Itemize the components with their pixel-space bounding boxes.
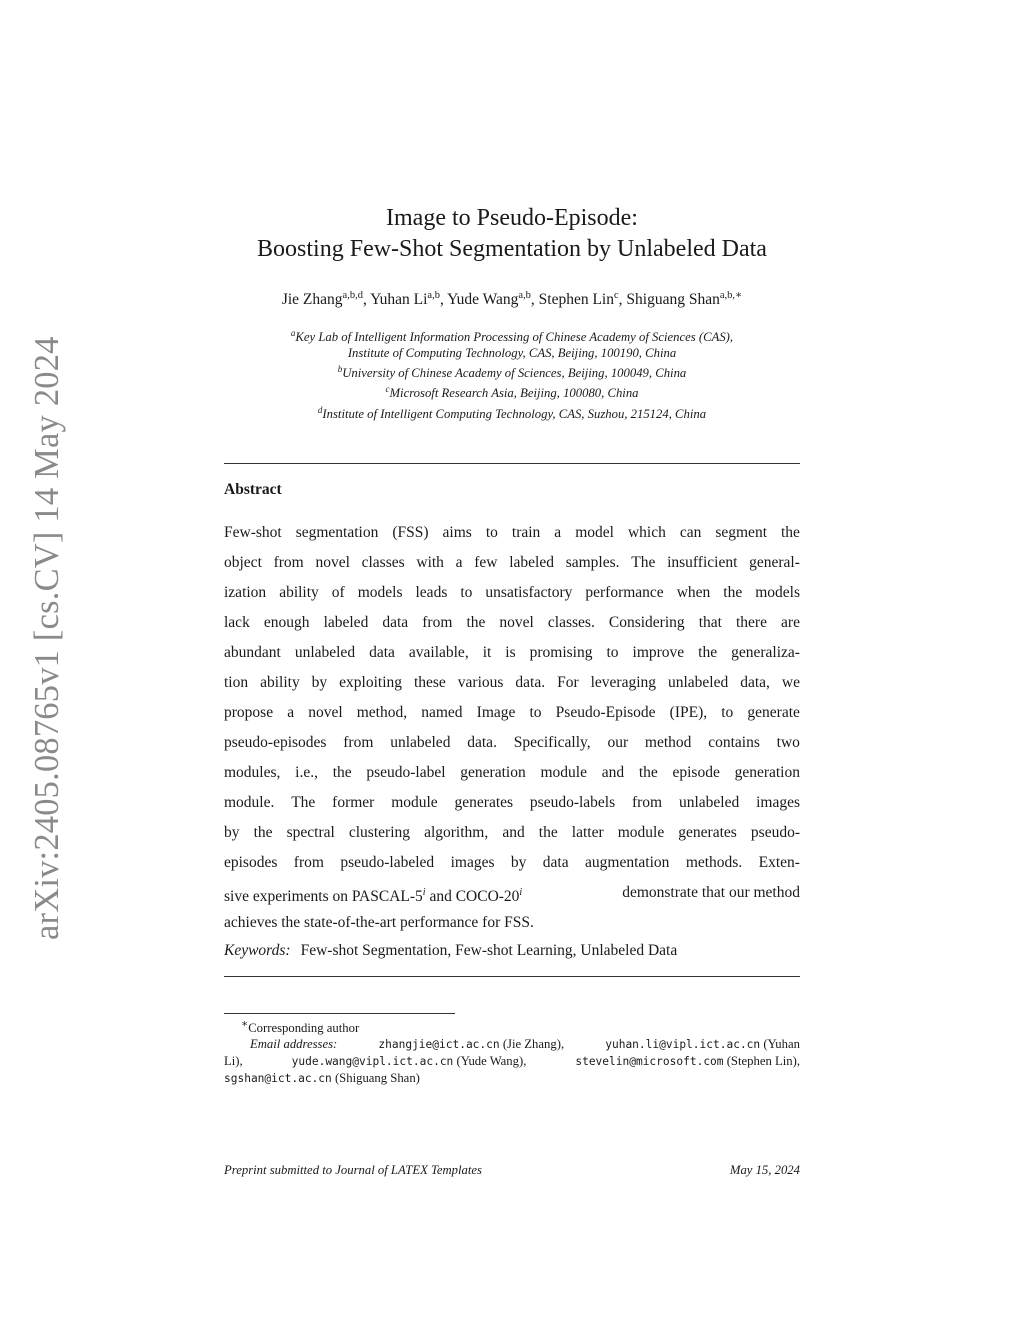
abstract-word: modules,: [224, 764, 281, 781]
abstract-word: generation: [460, 764, 526, 781]
abstract-word: augmentation: [585, 854, 670, 871]
email-entry[interactable]: [605, 1036, 800, 1053]
title-line-1: Image to Pseudo-Episode:: [386, 205, 638, 231]
abstract-word: insufficient: [667, 554, 738, 571]
abstract-word: models: [357, 584, 403, 601]
abstract-word: classes: [361, 554, 405, 571]
footnote-rule: [224, 1013, 455, 1014]
abstract-word: of: [331, 584, 345, 601]
abstract-line: [224, 848, 800, 878]
abstract-word: generaliza-: [731, 644, 800, 661]
abstract-word: a: [455, 554, 463, 571]
abstract-word: from: [273, 554, 304, 571]
abstract-line: [224, 698, 800, 728]
abstract-word: by: [311, 674, 328, 691]
abstract-word: object: [224, 554, 262, 571]
abstract-word: a: [554, 524, 562, 541]
abstract-line-text: demonstrate that our method: [622, 884, 800, 901]
abstract-word: two: [776, 734, 800, 751]
abstract-word: data: [369, 644, 395, 661]
abstract-word: Pseudo-Episode: [555, 704, 656, 721]
abstract-word: a: [287, 704, 295, 721]
email-owner: (Stephen Lin),: [726, 1054, 800, 1069]
corresponding-mark: ∗: [241, 1019, 249, 1030]
abstract-word: aims: [442, 524, 472, 541]
abstract-word: data: [382, 614, 409, 631]
abstract-word: method: [644, 734, 692, 751]
abstract-word: segmentation: [295, 524, 379, 541]
abstract-text-fragment: sive experiments on PASCAL-5: [224, 888, 423, 906]
abstract-top-rule: [224, 463, 800, 464]
abstract-word: and: [502, 824, 525, 841]
abstract-word: latter: [571, 824, 604, 841]
abstract-word: unsatisfactory: [485, 584, 573, 601]
abstract-word: the: [698, 644, 718, 661]
affiliation-line: [160, 361, 864, 381]
abstract-word: performance: [585, 584, 664, 601]
abstract-word: to: [721, 704, 734, 721]
abstract-word: the: [466, 614, 486, 631]
abstract-word: samples.: [565, 554, 620, 571]
abstract-word: module: [540, 764, 587, 781]
abstract-word: unlabeled: [667, 674, 729, 691]
abstract-word: images: [450, 854, 495, 871]
abstract-word: generates: [678, 824, 737, 841]
abstract-word: algorithm,: [424, 824, 489, 841]
abstract-word: promising: [529, 644, 593, 661]
abstract-word: generates: [454, 794, 514, 811]
abstract-word: the: [723, 584, 743, 601]
abstract-word: pseudo-labeled: [340, 854, 435, 871]
affiliation-line: [160, 402, 864, 422]
email-address[interactable]: stevelin@microsoft.com: [575, 1055, 724, 1069]
abstract-line: [224, 668, 800, 698]
abstract-line: [224, 758, 800, 788]
abstract-word: to: [529, 704, 542, 721]
abstract-word: few: [474, 554, 498, 571]
keywords-text: Few-shot Segmentation, Few-shot Learning, Unlabeled Data: [300, 942, 678, 959]
abstract-word: our: [607, 734, 629, 751]
abstract-line: [224, 518, 800, 548]
abstract-word: pseudo-label: [366, 764, 446, 781]
abstract-word: Few-shot: [224, 524, 282, 541]
abstract-word: leveraging: [590, 674, 657, 691]
email-entry[interactable]: [378, 1036, 564, 1053]
abstract-word: to: [485, 524, 498, 541]
abstract-word: module.: [224, 794, 275, 811]
footnotes: [224, 1017, 800, 1087]
abstract-word: episodes: [224, 854, 278, 871]
abstract-word: the: [253, 824, 273, 841]
affiliation-mark: c: [385, 384, 390, 395]
abstract-word: labeled: [509, 554, 554, 571]
abstract-word: novel: [315, 554, 350, 571]
abstract-word: generate: [747, 704, 800, 721]
abstract-word: are: [781, 614, 800, 631]
affiliation-line: [160, 345, 864, 361]
affiliation-text: Key Lab of Intelligent Information Processing of Chinese Academy of Sciences (CAS),: [295, 330, 734, 345]
abstract-word: Considering: [608, 614, 685, 631]
abstract-word: The: [631, 554, 656, 571]
abstract-word: novel: [308, 704, 343, 721]
email-owner: (Yuhan: [763, 1037, 800, 1052]
author-affiliation-mark: c: [614, 290, 619, 301]
title-line-2: Boosting Few-Shot Segmentation by Unlabeled Data: [257, 236, 767, 262]
abstract-word: images: [756, 794, 800, 811]
email-label: Email addresses:: [250, 1037, 338, 1052]
affiliation-mark: b: [337, 364, 343, 375]
abstract-word: lack: [224, 614, 250, 631]
abstract-word: improve: [632, 644, 685, 661]
email-address[interactable]: zhangjie@ict.ac.cn: [378, 1038, 500, 1052]
abstract-word: exploiting: [339, 674, 402, 691]
abstract-word: when: [676, 584, 711, 601]
abstract-body: [224, 518, 800, 938]
keywords: [224, 942, 677, 960]
abstract-word: The: [291, 794, 316, 811]
abstract-word: data,: [740, 674, 770, 691]
abstract-word: data: [542, 854, 569, 871]
affiliation-text: Institute of Intelligent Computing Technology, CAS, Suzhou, 215124, China: [322, 406, 707, 421]
author-separator: ,: [618, 291, 627, 309]
abstract-word: contains: [708, 734, 760, 751]
abstract-word: the: [538, 824, 558, 841]
author-name: Jie Zhang: [281, 291, 343, 309]
abstract-word: Specifically,: [513, 734, 591, 751]
abstract-word: data.: [467, 734, 497, 751]
abstract-word: clustering: [348, 824, 410, 841]
abstract-word: leads: [415, 584, 448, 601]
author-name: Shiguang Shan: [626, 291, 720, 309]
abstract-word: data.: [515, 674, 546, 691]
affiliation-list: [160, 325, 864, 422]
email-address[interactable]: sgshan@ict.ac.cn: [224, 1072, 332, 1086]
abstract-word: named: [421, 704, 463, 721]
abstract-word: train: [511, 524, 541, 541]
abstract-word: from: [343, 734, 374, 751]
email-address[interactable]: yude.wang@vipl.ict.ac.cn: [291, 1055, 454, 1069]
affiliation-line: [160, 381, 864, 401]
abstract-word: which: [627, 524, 666, 541]
abstract-line: [224, 878, 800, 908]
email-entry[interactable]: [224, 1071, 420, 1085]
author-affiliation-mark: a,b,d: [342, 290, 363, 301]
page-footer: [224, 1163, 800, 1178]
abstract-text-fragment: and COCO-20: [425, 888, 520, 906]
affiliation-line: [160, 325, 864, 345]
abstract-word: is: [505, 644, 516, 661]
abstract-line: [224, 818, 800, 848]
abstract-line: [224, 638, 800, 668]
author-name: Stephen Lin: [538, 291, 614, 309]
abstract-word: unlabeled: [678, 794, 740, 811]
abstract-word: propose: [224, 704, 274, 721]
abstract-word: spectral: [286, 824, 335, 841]
paper-title: [224, 203, 800, 265]
corresponding-author-note: [224, 1017, 800, 1036]
abstract-word: method,: [356, 704, 408, 721]
abstract-line-text: achieves the state-of-the-art performance for FSS.: [224, 914, 534, 931]
abstract-word: by: [224, 824, 240, 841]
email-line-1: [224, 1036, 800, 1053]
abstract-word: ability: [279, 584, 319, 601]
abstract-line: [224, 788, 800, 818]
abstract-word: model: [575, 524, 614, 541]
abstract-word: i.e.,: [295, 764, 318, 781]
abstract-word: the: [332, 764, 352, 781]
abstract-line: [224, 548, 800, 578]
abstract-word: to: [606, 644, 619, 661]
abstract-word: unlabeled: [294, 644, 356, 661]
abstract-word: from: [631, 794, 663, 811]
abstract-word: former: [332, 794, 375, 811]
affiliation-text: Institute of Computing Technology, CAS, Beijing, 100190, China: [347, 346, 677, 361]
abstract-word: episode: [672, 764, 720, 781]
author-separator: ,: [530, 291, 539, 309]
abstract-word: abundant: [224, 644, 281, 661]
footer-date: May 15, 2024: [729, 1163, 800, 1177]
abstract-word: by: [510, 854, 527, 871]
abstract-word: enough: [263, 614, 310, 631]
abstract-word: ization: [224, 584, 267, 601]
abstract-word: to: [460, 584, 473, 601]
abstract-word: the: [781, 524, 800, 541]
corresponding-text: Corresponding author: [248, 1021, 360, 1036]
footer-journal: Preprint submitted to Journal of LATEX Templates: [224, 1163, 482, 1177]
abstract-word: pseudo-: [750, 824, 800, 841]
abstract-word: segment: [715, 524, 767, 541]
email-owner: (Yude Wang),: [456, 1054, 527, 1069]
keywords-label: Keywords:: [224, 942, 291, 959]
email-address[interactable]: yuhan.li@vipl.ict.ac.cn: [605, 1038, 761, 1052]
author-name: Yude Wang: [447, 291, 519, 309]
abstract-line-text: [224, 878, 522, 908]
abstract-line: [224, 728, 800, 758]
author-affiliation-mark: a,b: [427, 290, 440, 301]
email-owner: (Jie Zhang),: [502, 1037, 565, 1052]
abstract-word: labeled: [323, 614, 369, 631]
abstract-word: For: [557, 674, 579, 691]
abstract-word: models: [755, 584, 800, 601]
email-owner: (Shiguang Shan): [334, 1071, 420, 1086]
abstract-line: [224, 908, 800, 938]
abstract-word: from: [293, 854, 324, 871]
abstract-word: generation: [734, 764, 800, 781]
abstract-word: that: [698, 614, 722, 631]
abstract-word: novel: [499, 614, 534, 631]
affiliation-text: Microsoft Research Asia, Beijing, 100080, China: [389, 386, 639, 401]
abstract-word: Exten-: [758, 854, 800, 871]
abstract-word: these: [413, 674, 446, 691]
arxiv-identifier: arXiv:2405.08765v1 [cs.CV] 14 May 2024: [28, 336, 66, 940]
abstract-word: (FSS): [392, 524, 429, 541]
email-owner: Li),: [224, 1054, 243, 1069]
abstract-bottom-rule: [224, 976, 800, 977]
abstract-line: [224, 578, 800, 608]
email-entry[interactable]: [292, 1053, 527, 1070]
author-separator: ,: [362, 291, 371, 309]
affiliation-mark: d: [317, 404, 323, 415]
email-line-2: [224, 1053, 800, 1070]
email-entry[interactable]: [575, 1053, 800, 1070]
dataset-superscript: i: [422, 887, 426, 898]
abstract-word: from: [422, 614, 453, 631]
email-line-3: [224, 1070, 800, 1087]
author-affiliation-mark: a,b,∗: [719, 290, 743, 301]
abstract-word: unlabeled: [390, 734, 451, 751]
abstract-word: with: [416, 554, 444, 571]
abstract-word: ability: [260, 674, 300, 691]
abstract-word: pseudo-labels: [529, 794, 616, 811]
abstract-word: module: [617, 824, 665, 841]
affiliation-text: University of Chinese Academy of Sciences, Beijing, 100049, China: [342, 366, 687, 381]
abstract-word: classes.: [547, 614, 595, 631]
author-affiliation-mark: a,b: [518, 290, 531, 301]
abstract-word: the: [638, 764, 658, 781]
author-list: [160, 289, 864, 309]
abstract-word: various: [457, 674, 504, 691]
abstract-line: [224, 608, 800, 638]
abstract-word: available,: [408, 644, 469, 661]
abstract-word: there: [736, 614, 767, 631]
abstract-word: and: [601, 764, 625, 781]
abstract-word: we: [781, 674, 800, 691]
abstract-word: can: [679, 524, 702, 541]
affiliation-mark: a: [290, 328, 296, 338]
abstract-word: Image: [476, 704, 516, 721]
abstract-word: (IPE),: [669, 704, 708, 721]
abstract-word: it: [482, 644, 492, 661]
abstract-word: tion: [224, 674, 249, 691]
author-name: Yuhan Li: [370, 291, 428, 309]
dataset-superscript: i: [519, 887, 523, 898]
abstract-heading: Abstract: [224, 481, 282, 498]
abstract-word: general-: [749, 554, 800, 571]
abstract-word: module: [391, 794, 438, 811]
author-separator: ,: [439, 291, 448, 309]
abstract-word: methods.: [685, 854, 743, 871]
abstract-word: pseudo-episodes: [224, 734, 327, 751]
